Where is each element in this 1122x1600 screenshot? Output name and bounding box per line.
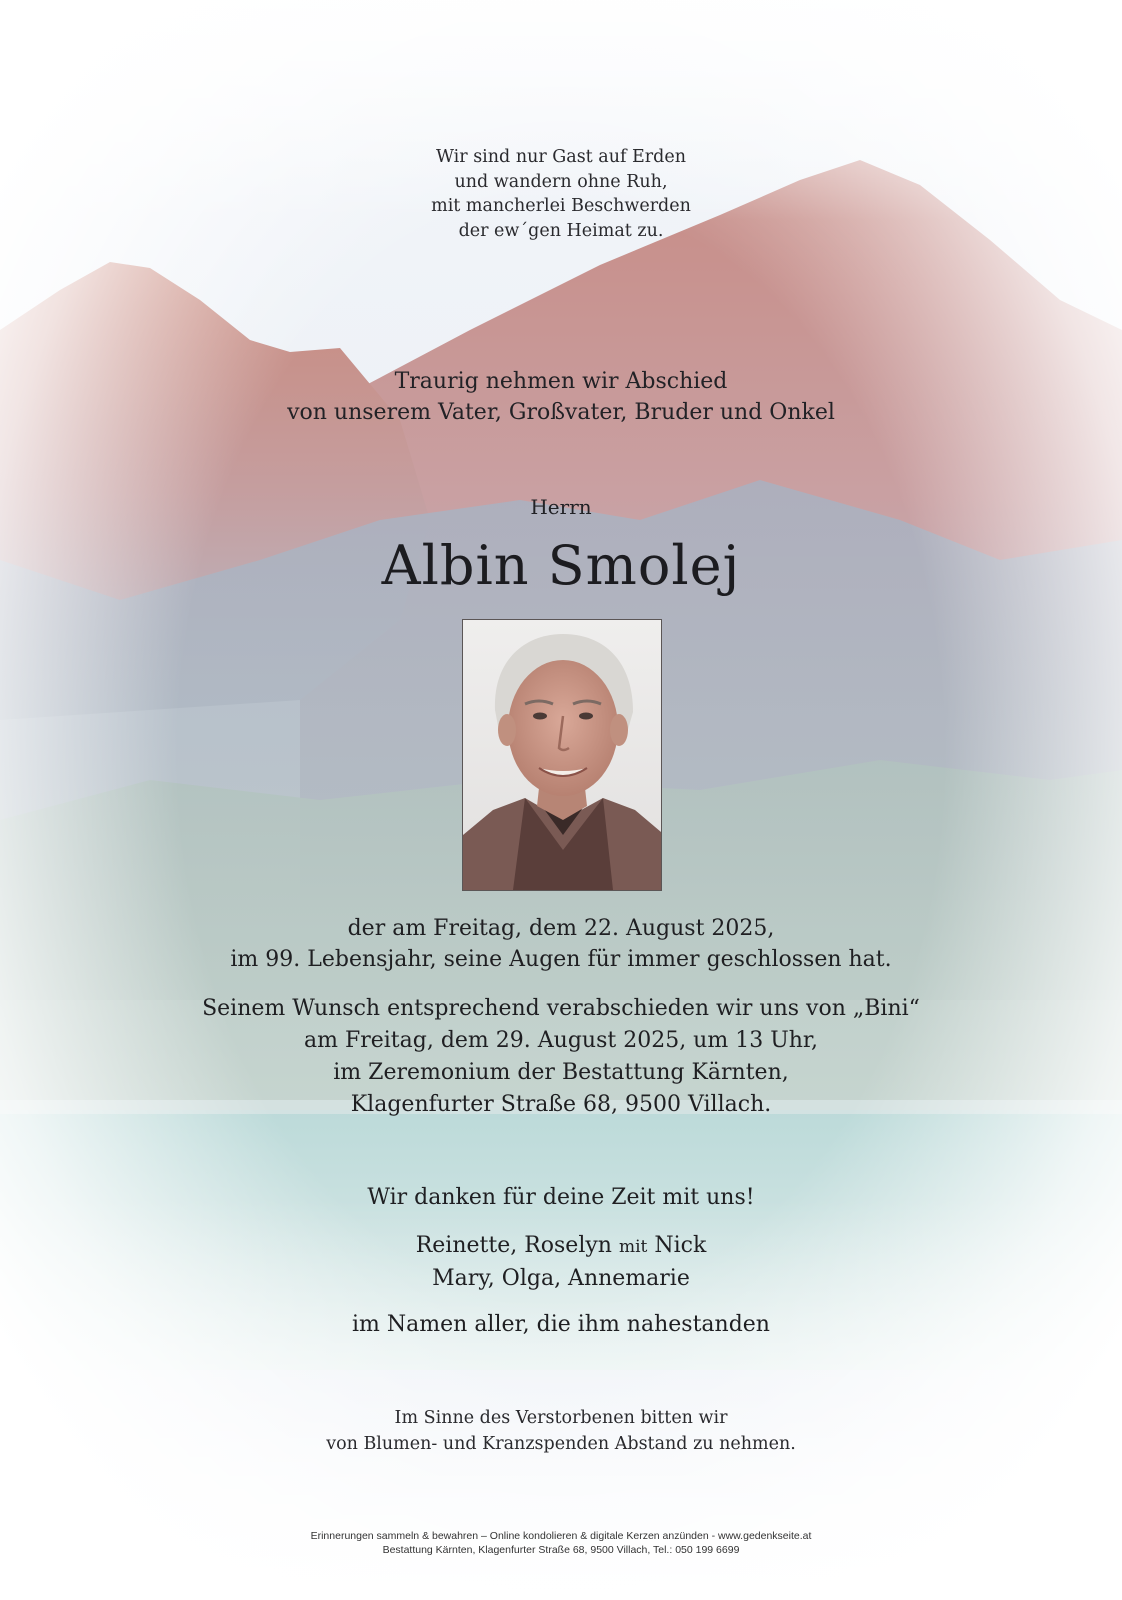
- footer-line: Bestattung Kärnten, Klagenfurter Straße 68, 9500 Villach, Tel.: 050 199 6699: [382, 1543, 740, 1556]
- ceremony-line: Seinem Wunsch entsprechend verabschieden wir uns von „Bini“: [202, 996, 920, 1021]
- footer: [0, 1530, 1122, 1557]
- portrait-photo: [462, 619, 662, 891]
- farewell-intro: [0, 366, 1122, 428]
- mourners-line: [0, 1230, 1122, 1263]
- death-notice: [0, 913, 1122, 975]
- ceremony-line: am Freitag, dem 29. August 2025, um 13 Uhr,: [304, 1028, 818, 1053]
- request-line: Im Sinne des Verstorbenen bitten wir: [394, 1408, 728, 1428]
- intro-line: Traurig nehmen wir Abschied: [394, 369, 728, 394]
- intro-line: von unserem Vater, Großvater, Bruder und Onkel: [287, 400, 835, 425]
- poem-line: und wandern ohne Ruh,: [454, 171, 668, 192]
- death-notice-line: im 99. Lebensjahr, seine Augen für immer geschlossen hat.: [230, 947, 892, 972]
- mourners-list: [0, 1230, 1122, 1295]
- mourners-joiner: mit: [618, 1237, 648, 1257]
- portrait-illustration: [463, 620, 661, 890]
- poem-line: der ew´gen Heimat zu.: [458, 220, 664, 241]
- ceremony-line: im Zeremonium der Bestattung Kärnten,: [333, 1060, 789, 1085]
- mourners-line: Mary, Olga, Annemarie: [432, 1266, 690, 1291]
- poem-verse: [0, 145, 1122, 243]
- death-notice-line: der am Freitag, dem 22. August 2025,: [347, 916, 775, 941]
- request-line: von Blumen- und Kranzspenden Abstand zu nehmen.: [326, 1434, 796, 1454]
- salutation: Herrn: [530, 495, 592, 519]
- mourners-names-tail: Nick: [654, 1233, 707, 1258]
- flower-request: [0, 1405, 1122, 1457]
- poem-line: mit mancherlei Beschwerden: [431, 196, 691, 216]
- ceremony-line: Klagenfurter Straße 68, 9500 Villach.: [350, 1092, 772, 1117]
- deceased-name: Albin Smolej: [381, 534, 741, 597]
- poem-line: Wir sind nur Gast auf Erden: [436, 147, 686, 167]
- ceremony-details: [0, 993, 1122, 1121]
- mourners-names: Reinette, Roselyn: [415, 1233, 612, 1258]
- closing-line: im Namen aller, die ihm nahestanden: [352, 1312, 770, 1337]
- footer-line: Erinnerungen sammeln & bewahren – Online kondolieren & digitale Kerzen anzünden - www.gedenkseite.at: [310, 1530, 812, 1542]
- thanks-line: Wir danken für deine Zeit mit uns!: [367, 1185, 755, 1210]
